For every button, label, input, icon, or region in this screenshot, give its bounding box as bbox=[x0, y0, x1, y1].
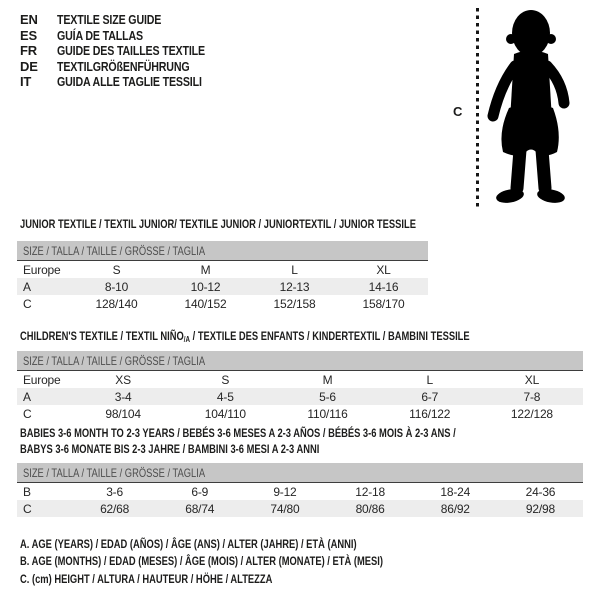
table-cell: 3-6 bbox=[106, 484, 123, 499]
table-cell: 9-12 bbox=[273, 484, 297, 499]
table-cell: 7-8 bbox=[523, 389, 541, 404]
height-label-c: C bbox=[453, 104, 463, 119]
row-label: A bbox=[23, 389, 31, 404]
table-row-c bbox=[17, 405, 583, 422]
language-code: EN bbox=[20, 12, 38, 28]
table-cell: L bbox=[291, 262, 298, 277]
table-cell: 6-7 bbox=[421, 389, 439, 404]
language-list bbox=[20, 12, 237, 90]
table-cell: 3-4 bbox=[114, 389, 132, 404]
table-row-europe bbox=[17, 261, 428, 278]
language-row-it bbox=[20, 74, 237, 90]
babies-section-title-line1: BABIES 3-6 MONTH TO 2-3 YEARS / BEBÉS 3-6 MESES A 2-3 AÑOS / BÉBÉS 3-6 MOIS À 2-3 ANS / bbox=[20, 426, 456, 440]
table-cell: S bbox=[221, 372, 230, 387]
language-row-de bbox=[20, 59, 237, 75]
table-cell: 74/80 bbox=[270, 501, 300, 516]
footnote-a bbox=[20, 535, 485, 553]
table-cell: 8-10 bbox=[104, 279, 129, 294]
row-label: C bbox=[23, 296, 32, 311]
babies-size-table bbox=[17, 463, 583, 517]
table-cell: 62/68 bbox=[100, 501, 130, 516]
footnote-a-text: A. AGE (YEARS) / EDAD (AÑOS) / ÂGE (ANS) / ALTER (JAHRE) / ETÀ (ANNI) bbox=[20, 536, 357, 551]
children-section-title-text bbox=[20, 329, 470, 344]
table-cell: 158/170 bbox=[362, 296, 405, 311]
table-cell: 92/98 bbox=[525, 501, 555, 516]
junior-size-table bbox=[17, 241, 428, 312]
language-title: GUIDE DES TAILLES TEXTILE bbox=[57, 43, 205, 59]
row-label: C bbox=[23, 501, 32, 516]
size-header-bar bbox=[17, 241, 428, 261]
table-cell: 18-24 bbox=[440, 484, 471, 499]
table-cell: 24-36 bbox=[525, 484, 556, 499]
table-cell: M bbox=[322, 372, 333, 387]
table-row-a bbox=[17, 278, 428, 295]
table-cell: XS bbox=[115, 372, 131, 387]
table-cell: 68/74 bbox=[185, 501, 215, 516]
table-cell: 116/122 bbox=[409, 406, 451, 421]
size-header-label: SIZE / TALLA / TAILLE / GRÖSSE / TAGLIA bbox=[23, 465, 206, 480]
babies-section-title bbox=[20, 425, 579, 457]
language-row-es bbox=[20, 28, 237, 44]
language-title: GUIDA ALLE TAGLIE TESSILI bbox=[57, 74, 202, 90]
table-cell: 86/92 bbox=[440, 501, 470, 516]
table-row-europe bbox=[17, 371, 583, 388]
table-row-c bbox=[17, 500, 583, 517]
row-label: Europe bbox=[23, 372, 61, 387]
babies-section-title-line2: BABYS 3-6 MONATE BIS 2-3 JAHRE / BAMBINI 3-6 MESI A 2-3 ANNI bbox=[20, 442, 320, 456]
title-part: CHILDREN'S TEXTILE / TEXTIL NIÑO bbox=[20, 329, 184, 343]
size-header-label: SIZE / TALLA / TAILLE / GRÖSSE / TAGLIA bbox=[23, 353, 206, 368]
language-title: TEXTILE SIZE GUIDE bbox=[57, 12, 162, 28]
table-cell: 122/128 bbox=[510, 406, 553, 421]
footnote-c bbox=[20, 570, 485, 588]
row-label: Europe bbox=[23, 262, 61, 277]
language-title: TEXTILGRÖßENFÜHRUNG bbox=[57, 58, 190, 74]
height-dashed-line bbox=[476, 8, 479, 207]
table-cell: 140/152 bbox=[184, 296, 227, 311]
table-cell: 5-6 bbox=[319, 389, 336, 404]
table-cell: 12-13 bbox=[279, 279, 310, 294]
footnotes bbox=[20, 535, 485, 588]
table-cell: S bbox=[112, 262, 121, 277]
table-cell: XL bbox=[524, 372, 540, 387]
row-label: C bbox=[23, 406, 32, 421]
table-cell: 104/110 bbox=[204, 406, 246, 421]
language-code: ES bbox=[20, 27, 37, 43]
table-row-a bbox=[17, 388, 583, 405]
table-cell: 14-16 bbox=[368, 279, 399, 294]
table-cell: L bbox=[426, 372, 433, 387]
table-row-c bbox=[17, 295, 428, 312]
table-cell: 10-12 bbox=[190, 279, 221, 294]
table-cell: 6-9 bbox=[191, 484, 209, 499]
language-code: IT bbox=[20, 74, 32, 90]
size-header-bar bbox=[17, 351, 583, 371]
junior-section-title-text: JUNIOR TEXTILE / TEXTIL JUNIOR/ TEXTILE JUNIOR / JUNIORTEXTIL / JUNIOR TESSILE bbox=[20, 217, 416, 231]
baby-silhouette-icon bbox=[484, 8, 576, 208]
language-title: GUÍA DE TALLAS bbox=[57, 27, 143, 43]
table-cell: 98/104 bbox=[105, 406, 141, 421]
junior-section-title bbox=[20, 217, 528, 231]
title-subscript: /A bbox=[183, 335, 191, 344]
language-row-en bbox=[20, 12, 237, 28]
row-label: B bbox=[23, 484, 31, 499]
language-code: FR bbox=[20, 43, 37, 59]
children-section-title bbox=[20, 329, 596, 344]
table-cell: XL bbox=[376, 262, 391, 277]
table-cell: 80/86 bbox=[355, 501, 385, 516]
table-cell: 12-18 bbox=[355, 484, 385, 499]
footnote-b-text: B. AGE (MONTHS) / EDAD (MESES) / ÂGE (MOIS) / ALTER (MONATE) / ETÀ (MESI) bbox=[20, 554, 383, 569]
language-code: DE bbox=[20, 58, 38, 74]
footnote-c-text: C. (cm) HEIGHT / ALTURA / HAUTEUR / HÖHE / ALTEZZA bbox=[20, 571, 273, 586]
table-cell: 110/116 bbox=[307, 406, 348, 421]
table-cell: 152/158 bbox=[273, 296, 316, 311]
title-part: / TEXTILE DES ENFANTS / KINDERTEXTIL / BAMBINI TESSILE bbox=[190, 329, 470, 343]
table-row-b bbox=[17, 483, 583, 500]
children-size-table bbox=[17, 351, 583, 422]
size-header-label: SIZE / TALLA / TAILLE / GRÖSSE / TAGLIA bbox=[23, 243, 206, 258]
table-cell: 128/140 bbox=[95, 296, 138, 311]
row-label: A bbox=[23, 279, 31, 294]
language-row-fr bbox=[20, 43, 237, 59]
table-cell: M bbox=[200, 262, 211, 277]
footnote-b bbox=[20, 553, 485, 571]
size-header-bar bbox=[17, 463, 583, 483]
table-cell: 4-5 bbox=[216, 389, 234, 404]
